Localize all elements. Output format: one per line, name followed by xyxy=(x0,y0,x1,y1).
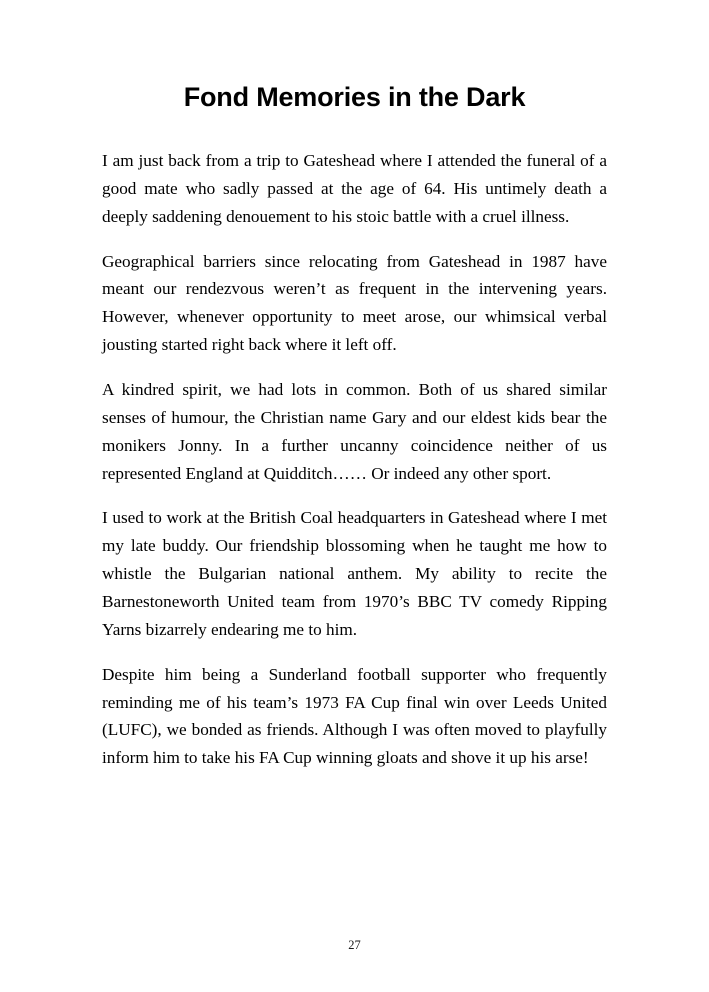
paragraph: I am just back from a trip to Gateshead where I attended the funeral of a good mate who sadly passed at the age of 64. His untimely death a deeply saddening denouement to his stoic battle with a cruel illness. xyxy=(102,151,607,226)
page-number: 27 xyxy=(348,938,361,952)
article-body xyxy=(102,113,607,772)
paragraph: A kindred spirit, we had lots in common. Both of us shared similar senses of humour, the Christian name Gary and our eldest kids bear the monikers Jonny. In a further uncanny coincidence neither of us represented England at Quidditch…… Or indeed any other sport. xyxy=(102,380,607,483)
paragraph: I used to work at the British Coal headquarters in Gateshead where I met my late buddy. Our friendship blossoming when he taught me how to whistle the Bulgarian national anthem. My ability to recite the Barnestoneworth United team from 1970’s BBC TV comedy Ripping Yarns bizarrely endearing me to him. xyxy=(102,508,607,639)
paragraph: Geographical barriers since relocating from Gateshead in 1987 have meant our rendezvous weren’t as frequent in the intervening years. However, whenever opportunity to meet arose, our whimsical verbal jousting started right back where it left off. xyxy=(102,251,607,355)
page-title: Fond Memories in the Dark xyxy=(183,82,526,112)
paragraph: Despite him being a Sunderland football supporter who frequently reminding me of his team’s 1973 FA Cup final win over Leeds United (LUFC), we bonded as friends. Although I was often moved to playfully inform him to take his FA Cup winning gloats and shove it up his arse! xyxy=(102,664,607,768)
